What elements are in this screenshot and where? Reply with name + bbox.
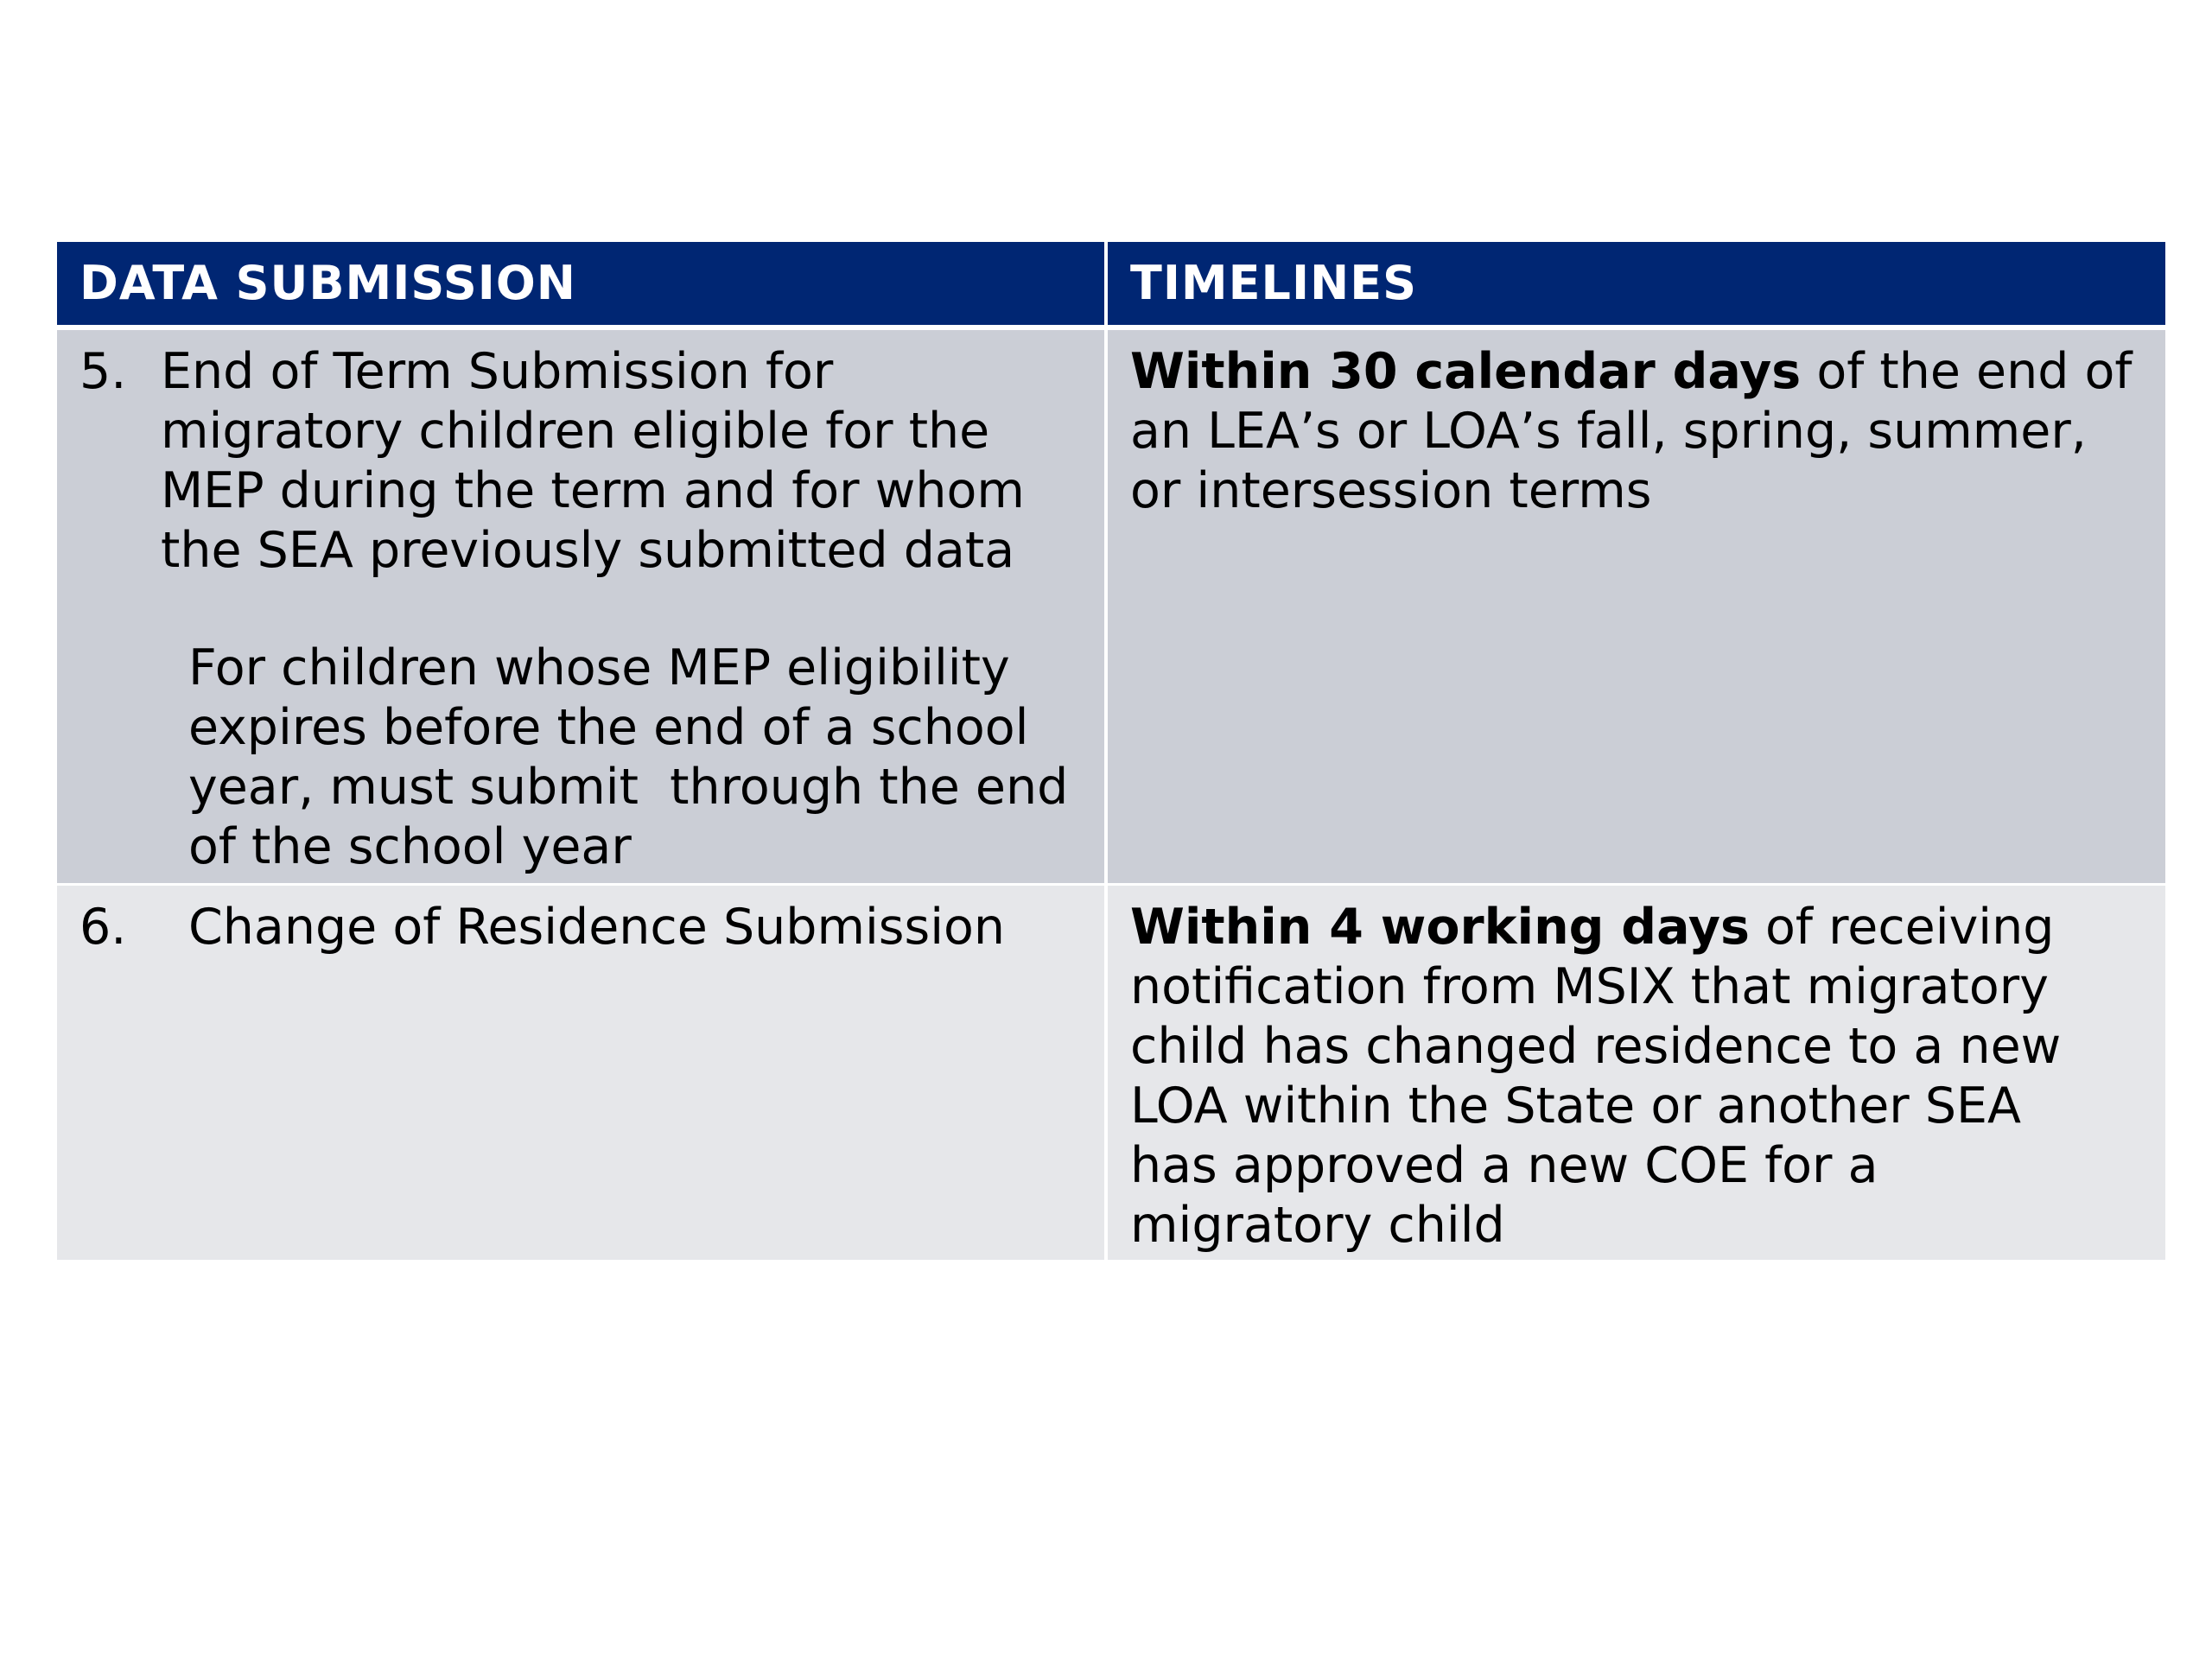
timeline-line: child has changed residence to a new xyxy=(1130,1018,2062,1075)
submission-line: End of Term Submission for xyxy=(161,343,834,400)
timeline-first-line xyxy=(1130,342,2133,402)
timeline-line: or intersession terms xyxy=(1130,462,1652,519)
note-line: expires before the end of a school xyxy=(188,699,1029,756)
table-header-row xyxy=(57,242,2165,330)
timeline-line: migratory child xyxy=(1130,1197,1505,1254)
note-line: of the school year xyxy=(188,818,632,875)
table-row xyxy=(57,886,2165,1260)
row-5-timeline-cell xyxy=(1108,330,2165,883)
row-6-submission-cell xyxy=(57,886,1108,1260)
table-row xyxy=(57,330,2165,886)
submission-line: the SEA previously submitted data xyxy=(161,522,1015,579)
timeline-table xyxy=(57,242,2165,1260)
submission-line: migratory children eligible for the xyxy=(161,403,990,460)
timeline-emphasis: Within 30 calendar days xyxy=(1130,343,1802,400)
note-line: For children whose MEP eligibility xyxy=(188,639,1010,696)
note-line: year, must submit through the end xyxy=(188,759,1069,816)
timeline-line: an LEA’s or LOA’s fall, spring, summer, xyxy=(1130,403,2087,460)
timeline-line: notification from MSIX that migratory xyxy=(1130,958,2049,1015)
row-5-submission-cell xyxy=(57,330,1108,883)
timeline-first-line xyxy=(1130,898,2054,957)
header-timelines: TIMELINES xyxy=(1108,242,2165,325)
row-number: 6. xyxy=(79,899,127,956)
timeline-line: LOA within the State or another SEA xyxy=(1130,1077,2022,1135)
row-6-timeline-cell xyxy=(1108,886,2165,1260)
submission-line: Change of Residence Submission xyxy=(188,899,1006,956)
timeline-emphasis: Within 4 working days xyxy=(1130,899,1750,956)
row-number: 5. xyxy=(79,343,127,400)
timeline-text: of the end of xyxy=(1801,343,2133,400)
header-data-submission: DATA SUBMISSION xyxy=(57,242,1108,325)
timeline-line: has approved a new COE for a xyxy=(1130,1137,1878,1194)
timeline-text: of receiving xyxy=(1749,899,2055,956)
submission-line: MEP during the term and for whom xyxy=(161,462,1025,519)
